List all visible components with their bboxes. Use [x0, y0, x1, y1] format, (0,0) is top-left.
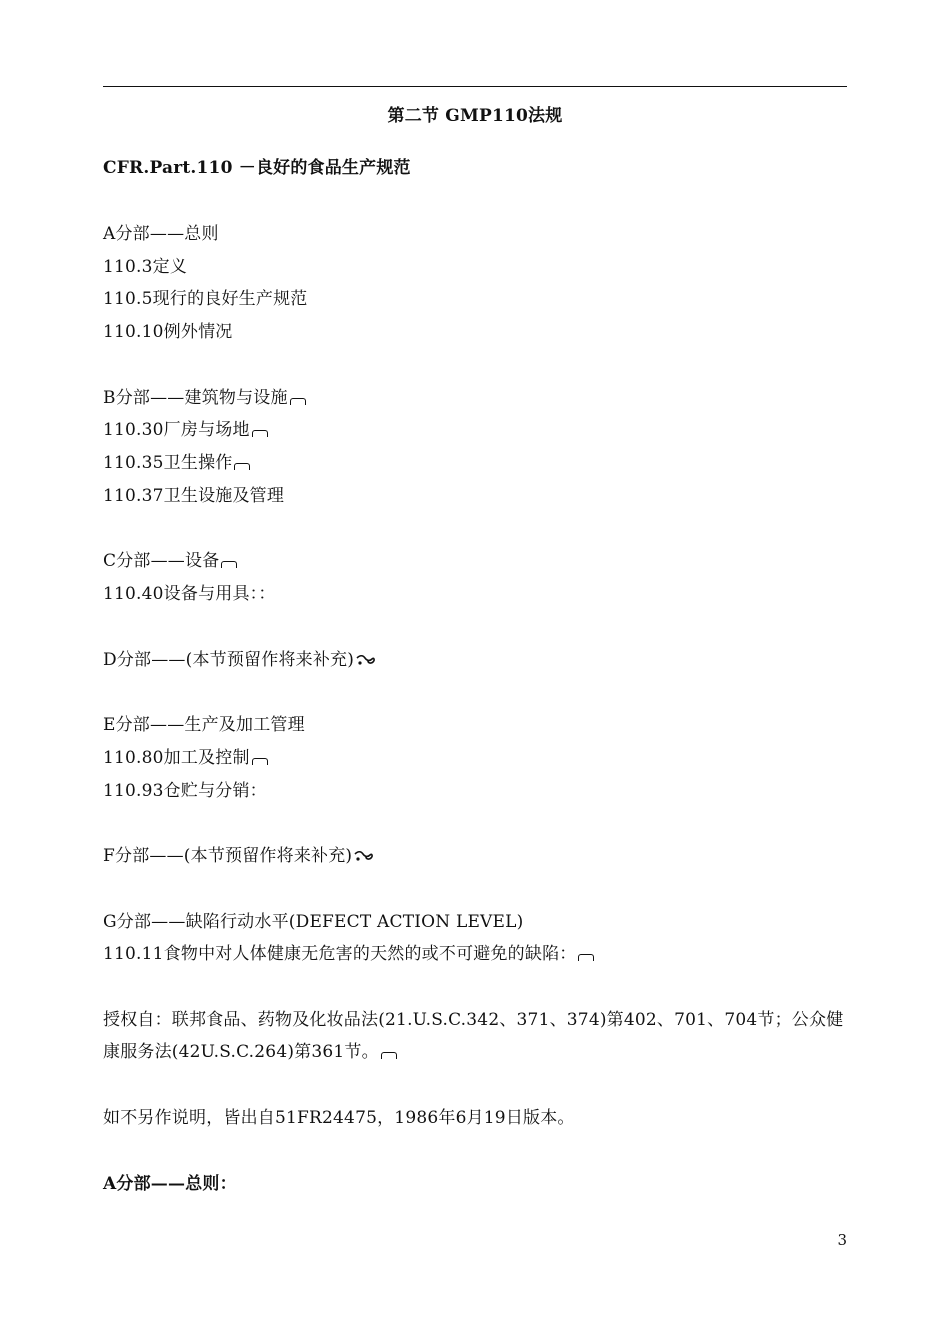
toc-text: F分部——(本节预留作将来补充): [103, 846, 353, 866]
toc-line-110-110: [103, 943, 847, 965]
toc-text: 110.37卫生设施及管理: [103, 486, 285, 506]
toc-line-a-heading: [103, 223, 847, 245]
toc-line-110-80: [103, 747, 847, 769]
header-rule: [103, 86, 847, 87]
toc-text: 110.11食物中对人体健康无危害的天然的或不可避免的缺陷：: [103, 944, 577, 964]
toc-line-c-heading: [103, 550, 847, 572]
toc-line-110-5: [103, 288, 847, 310]
toc-line-110-35: [103, 452, 847, 474]
paragraph-mark-icon: [234, 463, 250, 470]
paragraph-mark-icon: [290, 398, 306, 405]
section-title: 第二节 GMP110法规: [387, 106, 563, 126]
document-subtitle: CFR.Part.110 －良好的食品生产规范: [103, 158, 411, 178]
toc-text: 110.35卫生操作: [103, 453, 233, 473]
toc-text: 110.93仓贮与分销：: [103, 781, 267, 801]
toc-text: 110.80加工及控制: [103, 748, 250, 768]
paragraph-mark-icon: [578, 954, 594, 961]
final-heading: A分部——总则：: [103, 1174, 237, 1194]
toc-text: C分部——设备: [103, 551, 220, 571]
toc-line-110-37: [103, 485, 847, 507]
toc-text: D分部——(本节预留作将来补充): [103, 650, 355, 670]
toc-text: B分部——建筑物与设施: [103, 388, 288, 408]
toc-text: E分部——生产及加工管理: [103, 715, 305, 735]
toc-line-110-30: [103, 419, 847, 441]
paragraph-mark-icon: [381, 1052, 397, 1059]
page-number: 3: [837, 1231, 847, 1249]
toc-line-d-heading: [103, 649, 847, 671]
toc-text: 110.10例外情况: [103, 322, 233, 342]
toc-line-110-93: [103, 780, 847, 802]
toc-text: 110.3定义: [103, 257, 188, 277]
toc-text: A分部——总则: [103, 224, 219, 244]
toc-line-110-10: [103, 321, 847, 343]
toc-text: 110.40设备与用具：：: [103, 584, 276, 604]
toc-line-g-heading: [103, 911, 847, 933]
paragraph-mark-icon: [221, 561, 237, 568]
toc-text: 110.5现行的良好生产规范: [103, 289, 308, 309]
swirl-mark-icon: [354, 849, 374, 863]
toc-line-f-heading: [103, 845, 847, 867]
toc-line-b-heading: [103, 387, 847, 409]
toc-line-e-heading: [103, 714, 847, 736]
authority-paragraph: [103, 1004, 847, 1068]
toc-line-110-40: [103, 583, 847, 605]
toc-text: G分部——缺陷行动水平(DEFECT ACTION LEVEL): [103, 912, 524, 932]
toc-line-110-3: [103, 256, 847, 278]
toc-text: 110.30厂房与场地: [103, 420, 250, 440]
source-note: 如不另作说明，皆出自51FR24475，1986年6月19日版本。: [103, 1108, 575, 1128]
authority-text: 授权自：联邦食品、药物及化妆品法(21.U.S.C.342、371、374)第402、701、704节；公众健康服务法(42U.S.C.264)第361节。: [103, 1010, 844, 1062]
paragraph-mark-icon: [252, 758, 268, 765]
paragraph-mark-icon: [252, 430, 268, 437]
swirl-mark-icon: [356, 653, 376, 667]
